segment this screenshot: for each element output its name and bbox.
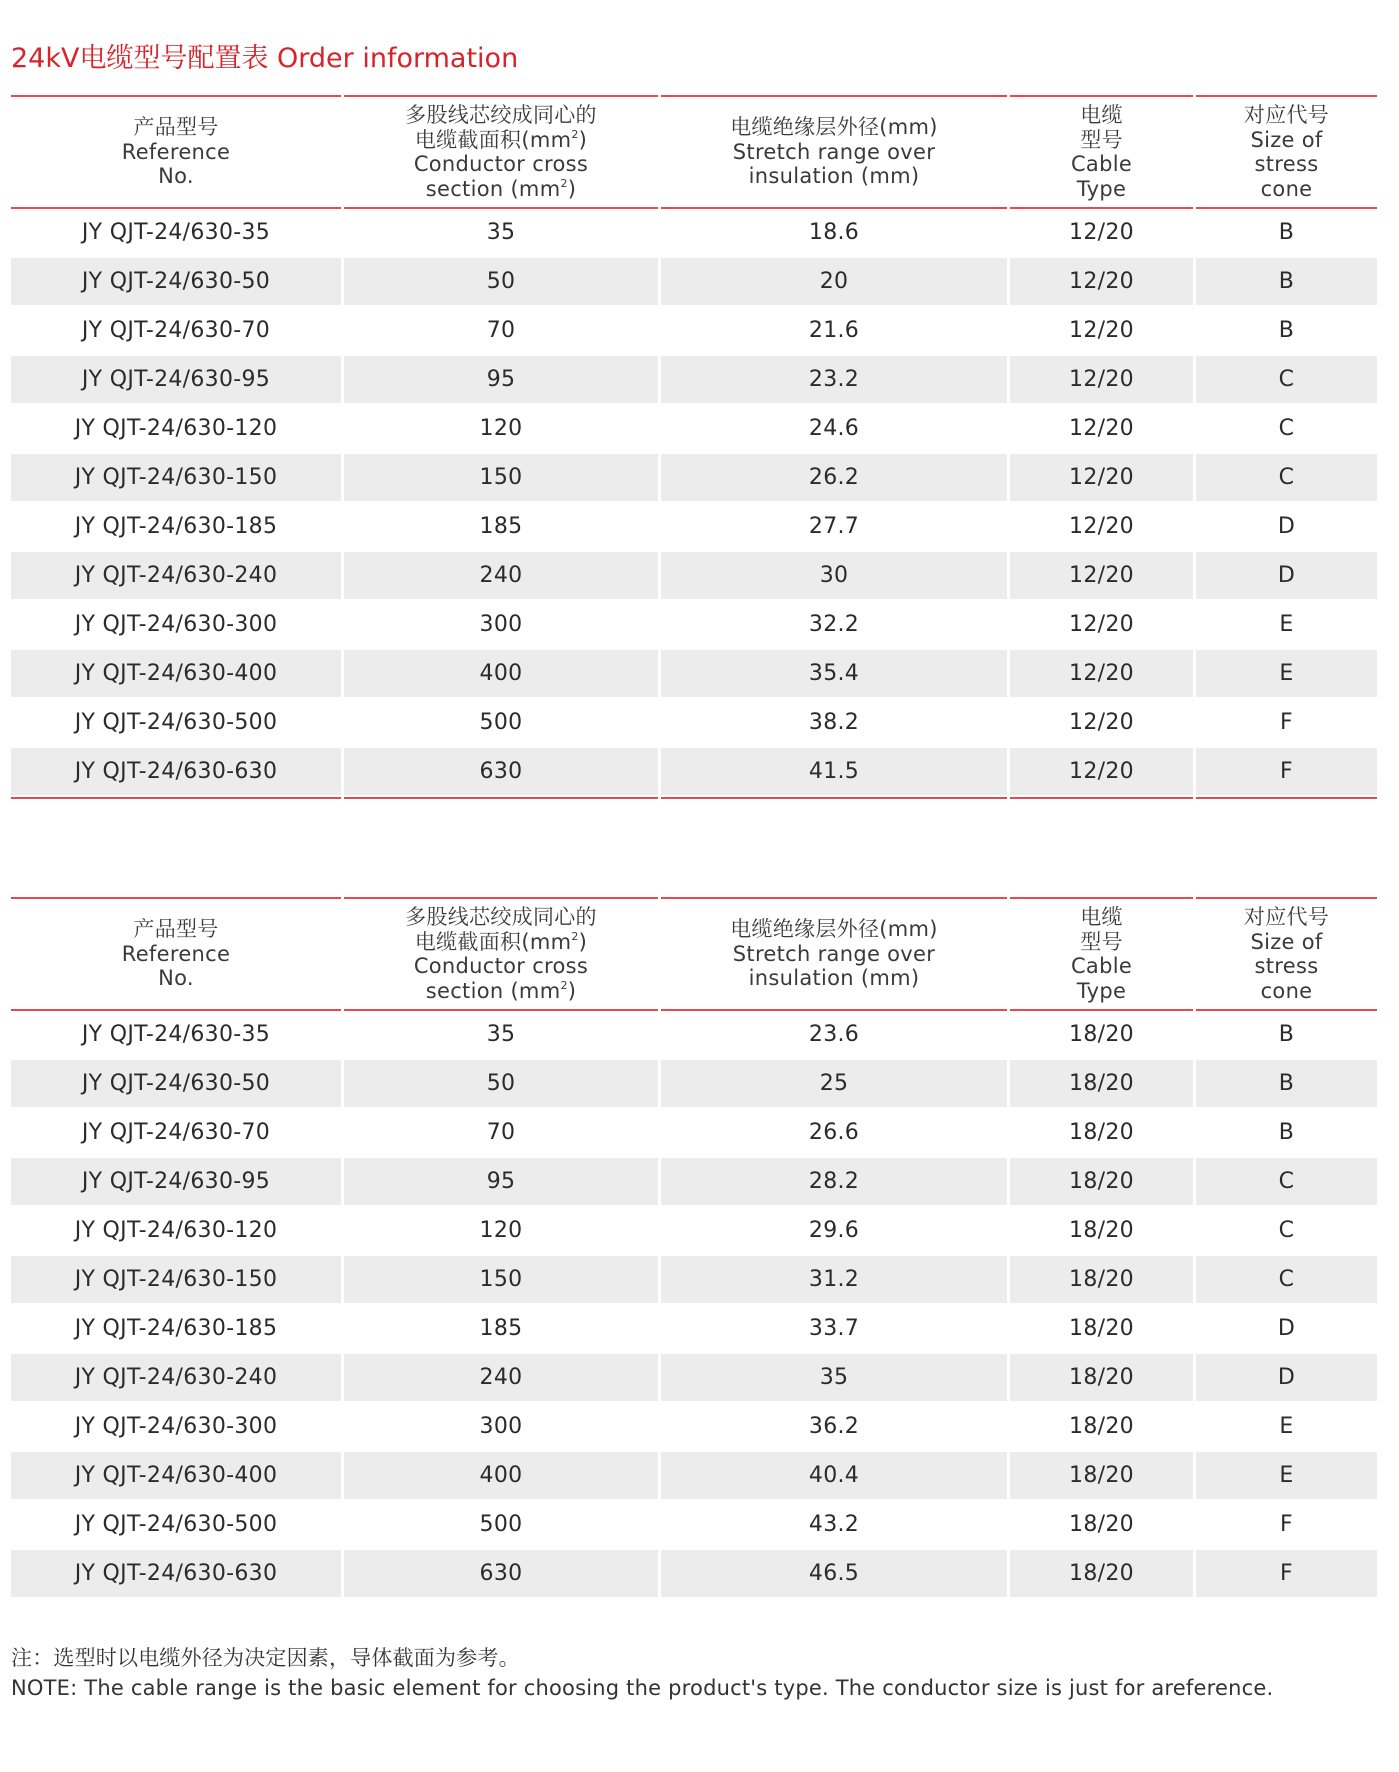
table-body [11, 209, 1377, 797]
cell-cable-type: 12/20 [1069, 514, 1134, 539]
note-english: NOTE: The cable range is the basic element for choosing the product's type. The conductor size is just for areference. [11, 1676, 1274, 1700]
cell-stress-cone: B [1196, 258, 1377, 305]
header-insulation-diameter [661, 97, 1007, 207]
header-line: Stretch range over [732, 941, 936, 966]
cell-stress-cone: E [1279, 1414, 1294, 1439]
header-insulation-diameter [661, 899, 1007, 1009]
cell-insulation-diameter: 26.6 [808, 1120, 860, 1145]
cell-stress-cone: C [1196, 356, 1377, 403]
cell-cable-type: 12/20 [1010, 454, 1193, 501]
cell-insulation-diameter: 26.2 [661, 454, 1007, 501]
table-row [11, 405, 1377, 454]
table-row [11, 1158, 1377, 1207]
cell-cross-section: 630 [344, 1550, 658, 1597]
header-line [426, 177, 577, 202]
header-line: insulation (mm) [748, 966, 920, 991]
cell-cable-type: 18/20 [1069, 1316, 1134, 1341]
cell-insulation-diameter: 28.2 [661, 1158, 1007, 1205]
cell-reference-no: JY QJT-24/630-400 [11, 650, 341, 697]
header-line: 电缆绝缘层外径(mm) [730, 115, 938, 140]
table-row [11, 650, 1377, 699]
cell-cross-section: 95 [344, 356, 658, 403]
cell-cable-type: 18/20 [1069, 1414, 1134, 1439]
table-row [11, 258, 1377, 307]
header-line: No. [158, 164, 194, 189]
cell-reference-no: JY QJT-24/630-185 [74, 514, 278, 539]
cell-insulation-diameter: 27.7 [808, 514, 860, 539]
table-row [11, 699, 1377, 748]
table-row [11, 1403, 1377, 1452]
table-row [11, 1452, 1377, 1501]
header-text: section (mm [425, 978, 561, 1003]
cell-cross-section: 70 [486, 1120, 516, 1145]
header-line: 电缆绝缘层外径(mm) [730, 917, 938, 942]
cell-reference-no: JY QJT-24/630-50 [11, 258, 341, 305]
cell-cable-type: 18/20 [1010, 1550, 1193, 1597]
cell-cross-section: 50 [344, 1060, 658, 1107]
table-row [11, 1011, 1377, 1060]
cell-cable-type: 12/20 [1010, 748, 1193, 795]
cell-cross-section: 185 [479, 1316, 523, 1341]
order-table-12-20 [11, 95, 1377, 799]
header-line: stress [1254, 152, 1319, 176]
cell-insulation-diameter: 24.6 [808, 416, 860, 441]
cell-stress-cone: E [1196, 1452, 1377, 1499]
header-line: Reference [121, 139, 231, 164]
table-bottom-rule [11, 797, 1377, 799]
cell-insulation-diameter: 38.2 [808, 710, 860, 735]
cell-cross-section: 630 [344, 748, 658, 795]
cell-cross-section: 500 [479, 1512, 523, 1537]
cell-insulation-diameter: 30 [661, 552, 1007, 599]
header-line: Size of [1250, 929, 1323, 954]
cell-cable-type: 12/20 [1069, 220, 1134, 245]
cell-stress-cone: E [1279, 612, 1294, 637]
cell-reference-no: JY QJT-24/630-300 [74, 1414, 278, 1439]
cell-reference-no: JY QJT-24/630-50 [11, 1060, 341, 1107]
header-text: 电缆截面积(mm [414, 127, 572, 152]
header-text: ) [578, 929, 588, 954]
table-row [11, 1256, 1377, 1305]
cell-cable-type: 12/20 [1010, 356, 1193, 403]
cell-reference-no: JY QJT-24/630-240 [11, 552, 341, 599]
cell-stress-cone: F [1280, 1512, 1293, 1537]
cell-cable-type: 18/20 [1010, 1256, 1193, 1303]
note-chinese: 注：选型时以电缆外径为决定因素，导体截面为参考。 [11, 1646, 520, 1670]
header-reference-no [11, 97, 341, 207]
cell-cross-section: 35 [486, 220, 516, 245]
header-line: Type [1076, 978, 1127, 1003]
cell-reference-no: JY QJT-24/630-500 [74, 1512, 278, 1537]
table-header [11, 95, 1377, 209]
table-row [11, 1501, 1377, 1550]
cell-insulation-diameter: 43.2 [808, 1512, 860, 1537]
cell-stress-cone: B [1278, 220, 1295, 245]
cell-reference-no: JY QJT-24/630-35 [81, 220, 271, 245]
table-row [11, 1305, 1377, 1354]
header-line: Type [1076, 176, 1127, 201]
cell-stress-cone: B [1278, 318, 1295, 343]
header-line: 电缆 [1080, 905, 1123, 929]
cell-reference-no: JY QJT-24/630-500 [74, 710, 278, 735]
cell-stress-cone: B [1196, 1060, 1377, 1107]
superscript: 2 [571, 127, 579, 141]
cell-reference-no: JY QJT-24/630-150 [11, 454, 341, 501]
superscript: 2 [571, 929, 579, 943]
cell-reference-no: JY QJT-24/630-35 [81, 1022, 271, 1047]
cell-stress-cone: D [1277, 1316, 1296, 1341]
cell-insulation-diameter: 23.6 [808, 1022, 860, 1047]
header-line: Reference [121, 941, 231, 966]
cell-stress-cone: F [1196, 748, 1377, 795]
superscript: 2 [560, 176, 568, 190]
cell-stress-cone: C [1196, 1158, 1377, 1205]
cell-cross-section: 400 [344, 1452, 658, 1499]
header-line: 多股线芯绞成同心的 [405, 905, 597, 929]
cell-cross-section: 400 [344, 650, 658, 697]
header-text: 电缆截面积(mm [414, 929, 572, 954]
header-line: 电缆 [1080, 103, 1123, 127]
header-line: No. [158, 966, 194, 991]
cell-insulation-diameter: 35.4 [661, 650, 1007, 697]
table-row [11, 356, 1377, 405]
header-line [426, 979, 577, 1004]
cell-stress-cone: D [1196, 552, 1377, 599]
cell-stress-cone: B [1278, 1120, 1295, 1145]
cell-cross-section: 70 [486, 318, 516, 343]
header-line: 多股线芯绞成同心的 [405, 103, 597, 127]
header-text: section (mm [425, 176, 561, 201]
cell-cross-section: 240 [344, 552, 658, 599]
cell-cable-type: 12/20 [1010, 258, 1193, 305]
cell-reference-no: JY QJT-24/630-240 [11, 1354, 341, 1401]
cell-insulation-diameter: 21.6 [808, 318, 860, 343]
header-line: cone [1260, 978, 1313, 1003]
cell-insulation-diameter: 33.7 [808, 1316, 860, 1341]
header-line: 对应代号 [1243, 905, 1330, 929]
cell-reference-no: JY QJT-24/630-630 [11, 1550, 341, 1597]
table-row [11, 1207, 1377, 1256]
header-line: 型号 [1080, 127, 1123, 152]
cell-cross-section: 35 [486, 1022, 516, 1047]
cell-cable-type: 12/20 [1069, 612, 1134, 637]
cell-cable-type: 18/20 [1010, 1158, 1193, 1205]
header-line: 对应代号 [1243, 103, 1330, 127]
table-row [11, 1060, 1377, 1109]
cell-cross-section: 95 [344, 1158, 658, 1205]
cell-insulation-diameter: 31.2 [661, 1256, 1007, 1303]
table-row [11, 209, 1377, 258]
table-header [11, 897, 1377, 1011]
cell-cable-type: 18/20 [1010, 1060, 1193, 1107]
header-stress-cone-size [1196, 97, 1377, 207]
cell-insulation-diameter: 40.4 [661, 1452, 1007, 1499]
header-line [415, 930, 587, 955]
cell-cable-type: 12/20 [1010, 552, 1193, 599]
header-line: Size of [1250, 127, 1323, 152]
cell-reference-no: JY QJT-24/630-95 [11, 356, 341, 403]
header-text: ) [567, 176, 577, 201]
cell-insulation-diameter: 46.5 [661, 1550, 1007, 1597]
cell-reference-no: JY QJT-24/630-630 [11, 748, 341, 795]
header-cable-type [1010, 97, 1193, 207]
cell-insulation-diameter: 20 [661, 258, 1007, 305]
header-line: Cable [1070, 954, 1133, 978]
cell-stress-cone: F [1196, 1550, 1377, 1597]
cell-cable-type: 18/20 [1069, 1120, 1134, 1145]
header-conductor-cross-section [344, 97, 658, 207]
cell-cable-type: 12/20 [1069, 318, 1134, 343]
cell-stress-cone: C [1196, 454, 1377, 501]
cell-insulation-diameter: 32.2 [808, 612, 860, 637]
order-table-18-20 [11, 897, 1377, 1599]
cell-cross-section: 120 [479, 416, 523, 441]
table-row [11, 1550, 1377, 1599]
cell-reference-no: JY QJT-24/630-70 [81, 1120, 271, 1145]
header-line: insulation (mm) [748, 164, 920, 189]
table-row [11, 454, 1377, 503]
table-row [11, 503, 1377, 552]
superscript: 2 [560, 978, 568, 992]
page-title: 24kV电缆型号配置表 Order information [11, 43, 519, 74]
table-row [11, 748, 1377, 797]
cell-cable-type: 12/20 [1069, 710, 1134, 735]
table-row [11, 1354, 1377, 1403]
header-text: ) [578, 127, 588, 152]
cell-insulation-diameter: 36.2 [808, 1414, 860, 1439]
cell-stress-cone: B [1278, 1022, 1295, 1047]
cell-cable-type: 18/20 [1069, 1218, 1134, 1243]
cell-cable-type: 18/20 [1069, 1022, 1134, 1047]
cell-insulation-diameter: 25 [661, 1060, 1007, 1107]
cell-reference-no: JY QJT-24/630-150 [11, 1256, 341, 1303]
header-line: 产品型号 [133, 917, 219, 942]
cell-reference-no: JY QJT-24/630-70 [81, 318, 271, 343]
header-line [415, 128, 587, 153]
cell-cross-section: 120 [479, 1218, 523, 1243]
cell-stress-cone: F [1280, 710, 1293, 735]
cell-stress-cone: C [1196, 1256, 1377, 1303]
cell-cross-section: 300 [479, 612, 523, 637]
cell-reference-no: JY QJT-24/630-185 [74, 1316, 278, 1341]
cell-cross-section: 150 [344, 454, 658, 501]
cell-insulation-diameter: 23.2 [661, 356, 1007, 403]
cell-reference-no: JY QJT-24/630-300 [74, 612, 278, 637]
header-line: cone [1260, 176, 1313, 201]
cell-cross-section: 185 [479, 514, 523, 539]
cell-cross-section: 50 [344, 258, 658, 305]
header-text: ) [567, 978, 577, 1003]
cell-insulation-diameter: 41.5 [661, 748, 1007, 795]
cell-cable-type: 18/20 [1010, 1354, 1193, 1401]
cell-cable-type: 12/20 [1010, 650, 1193, 697]
table-body [11, 1011, 1377, 1599]
cell-cross-section: 300 [479, 1414, 523, 1439]
header-cable-type [1010, 899, 1193, 1009]
table-row [11, 307, 1377, 356]
cell-reference-no: JY QJT-24/630-120 [74, 416, 278, 441]
header-line: Conductor cross [413, 954, 589, 978]
cell-cable-type: 12/20 [1069, 416, 1134, 441]
cell-stress-cone: C [1278, 416, 1295, 441]
cell-reference-no: JY QJT-24/630-400 [11, 1452, 341, 1499]
cell-stress-cone: C [1278, 1218, 1295, 1243]
cell-insulation-diameter: 35 [661, 1354, 1007, 1401]
cell-cross-section: 240 [344, 1354, 658, 1401]
cell-stress-cone: D [1277, 514, 1296, 539]
cell-stress-cone: D [1196, 1354, 1377, 1401]
cell-reference-no: JY QJT-24/630-120 [74, 1218, 278, 1243]
cell-cross-section: 500 [479, 710, 523, 735]
header-line: stress [1254, 954, 1319, 978]
header-line: Stretch range over [732, 139, 936, 164]
cell-cable-type: 18/20 [1069, 1512, 1134, 1537]
cell-cable-type: 18/20 [1010, 1452, 1193, 1499]
header-stress-cone-size [1196, 899, 1377, 1009]
cell-cross-section: 150 [344, 1256, 658, 1303]
header-reference-no [11, 899, 341, 1009]
header-conductor-cross-section [344, 899, 658, 1009]
header-line: 型号 [1080, 929, 1123, 954]
cell-insulation-diameter: 18.6 [808, 220, 860, 245]
header-line: Conductor cross [413, 152, 589, 176]
cell-reference-no: JY QJT-24/630-95 [11, 1158, 341, 1205]
table-row [11, 601, 1377, 650]
table-row [11, 552, 1377, 601]
cell-stress-cone: E [1196, 650, 1377, 697]
header-line: Cable [1070, 152, 1133, 176]
table-row [11, 1109, 1377, 1158]
header-line: 产品型号 [133, 115, 219, 140]
cell-insulation-diameter: 29.6 [808, 1218, 860, 1243]
